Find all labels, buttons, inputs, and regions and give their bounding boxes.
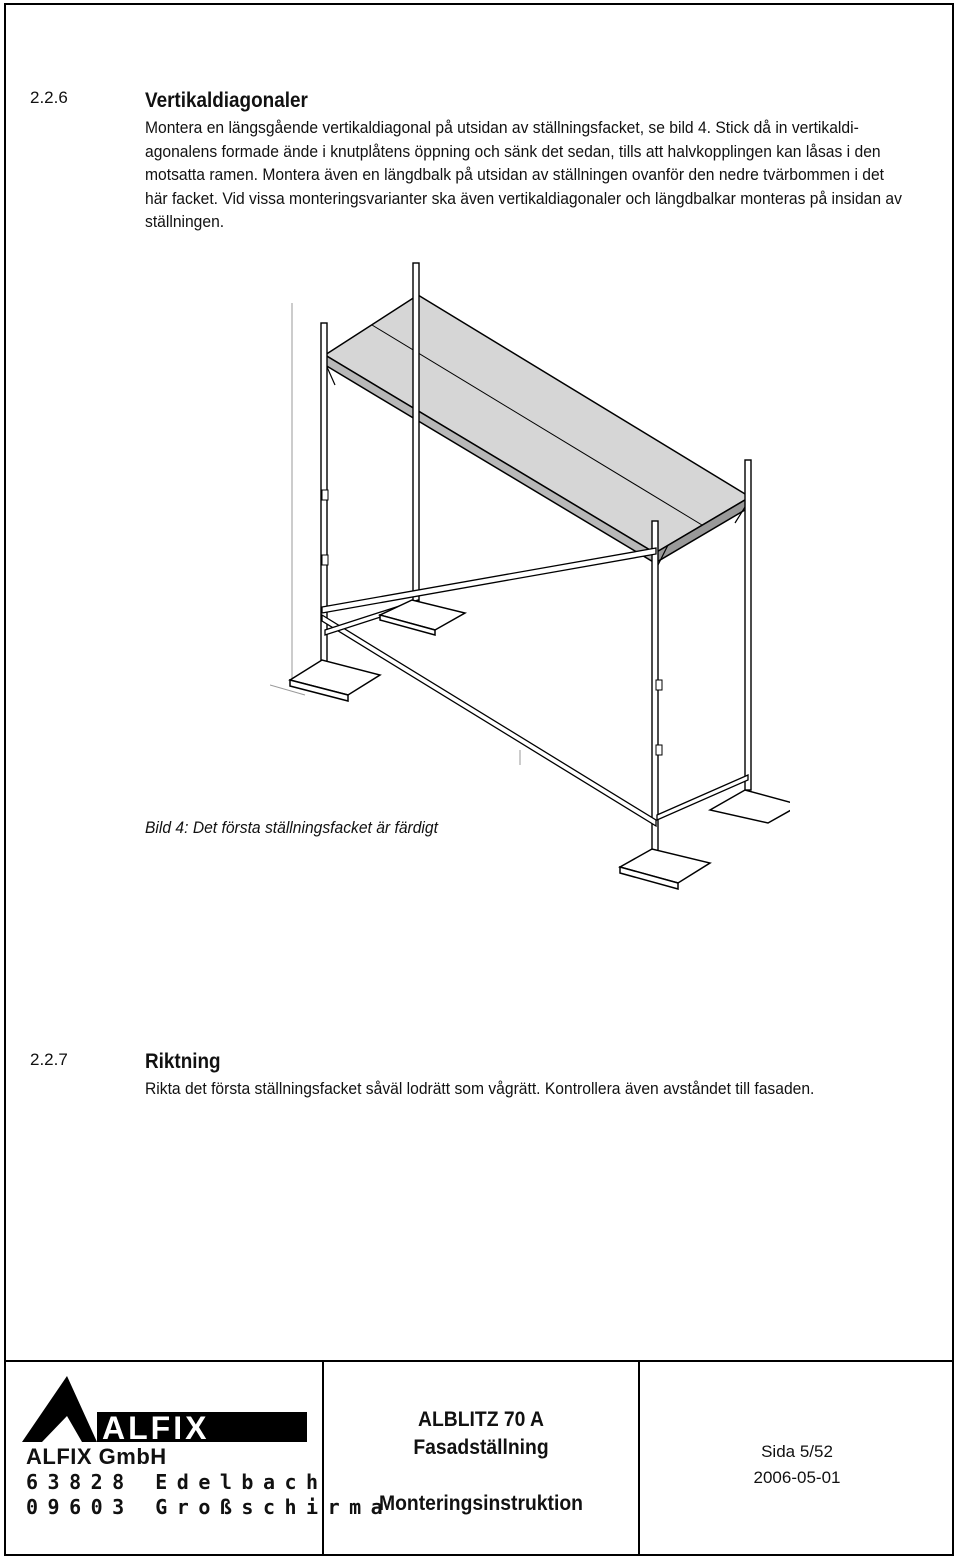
body-line: motsatta ramen. Montera även en längdbalk på utsidan av ställningen ovanför den nedre tvärbommen i det bbox=[145, 165, 885, 184]
document-date: 2006-05-01 bbox=[753, 1468, 841, 1487]
body-line: Montera en längsgående vertikaldiagonal på utsidan av ställningsfacket, se bild 4. Stick då in vertikaldi- bbox=[145, 118, 859, 137]
scaffold-illustration bbox=[270, 255, 790, 895]
company-address-line1: 63828 Edelbach bbox=[26, 1470, 328, 1494]
section-title: Vertikaldiagonaler bbox=[145, 89, 308, 112]
company-address-line2: 09603 Großschirma bbox=[26, 1495, 393, 1519]
company-name: ALFIX GmbH bbox=[26, 1444, 167, 1469]
section-body bbox=[145, 116, 945, 234]
footer-divider bbox=[322, 1362, 324, 1556]
figure-caption: Bild 4: Det första ställningsfacket är färdigt bbox=[145, 818, 438, 837]
section-number: 2.2.7 bbox=[30, 1050, 68, 1069]
footer bbox=[4, 1360, 954, 1556]
section-title: Riktning bbox=[145, 1050, 221, 1073]
section-body bbox=[145, 1077, 945, 1101]
body-line: agonalens formade ände i knutplåtens öppning och sänk det sedan, tills att halvkopplingen kan låsas i den bbox=[145, 141, 881, 161]
body-line: Rikta det första ställningsfacket såväl lodrätt som vågrätt. Kontrollera även avståndet till fasaden. bbox=[145, 1079, 815, 1098]
product-type: Fasadställning bbox=[413, 1436, 549, 1459]
product-name: ALBLITZ 70 A bbox=[418, 1408, 544, 1431]
alfix-logo bbox=[22, 1376, 312, 1448]
page-number: Sida 5/52 bbox=[761, 1442, 833, 1461]
beams bbox=[322, 548, 748, 826]
body-line: ställningen. bbox=[145, 212, 225, 231]
platform-deck bbox=[325, 295, 750, 563]
body-line: här facket. Vid vissa monteringsvarianter ska även vertikaldiagonaler och längdbalkar monteras på insidan av bbox=[145, 188, 902, 208]
section-number: 2.2.6 bbox=[30, 88, 68, 107]
document-type: Monteringsinstruktion bbox=[379, 1492, 583, 1515]
svg-text:ALFIX: ALFIX bbox=[102, 1410, 210, 1446]
